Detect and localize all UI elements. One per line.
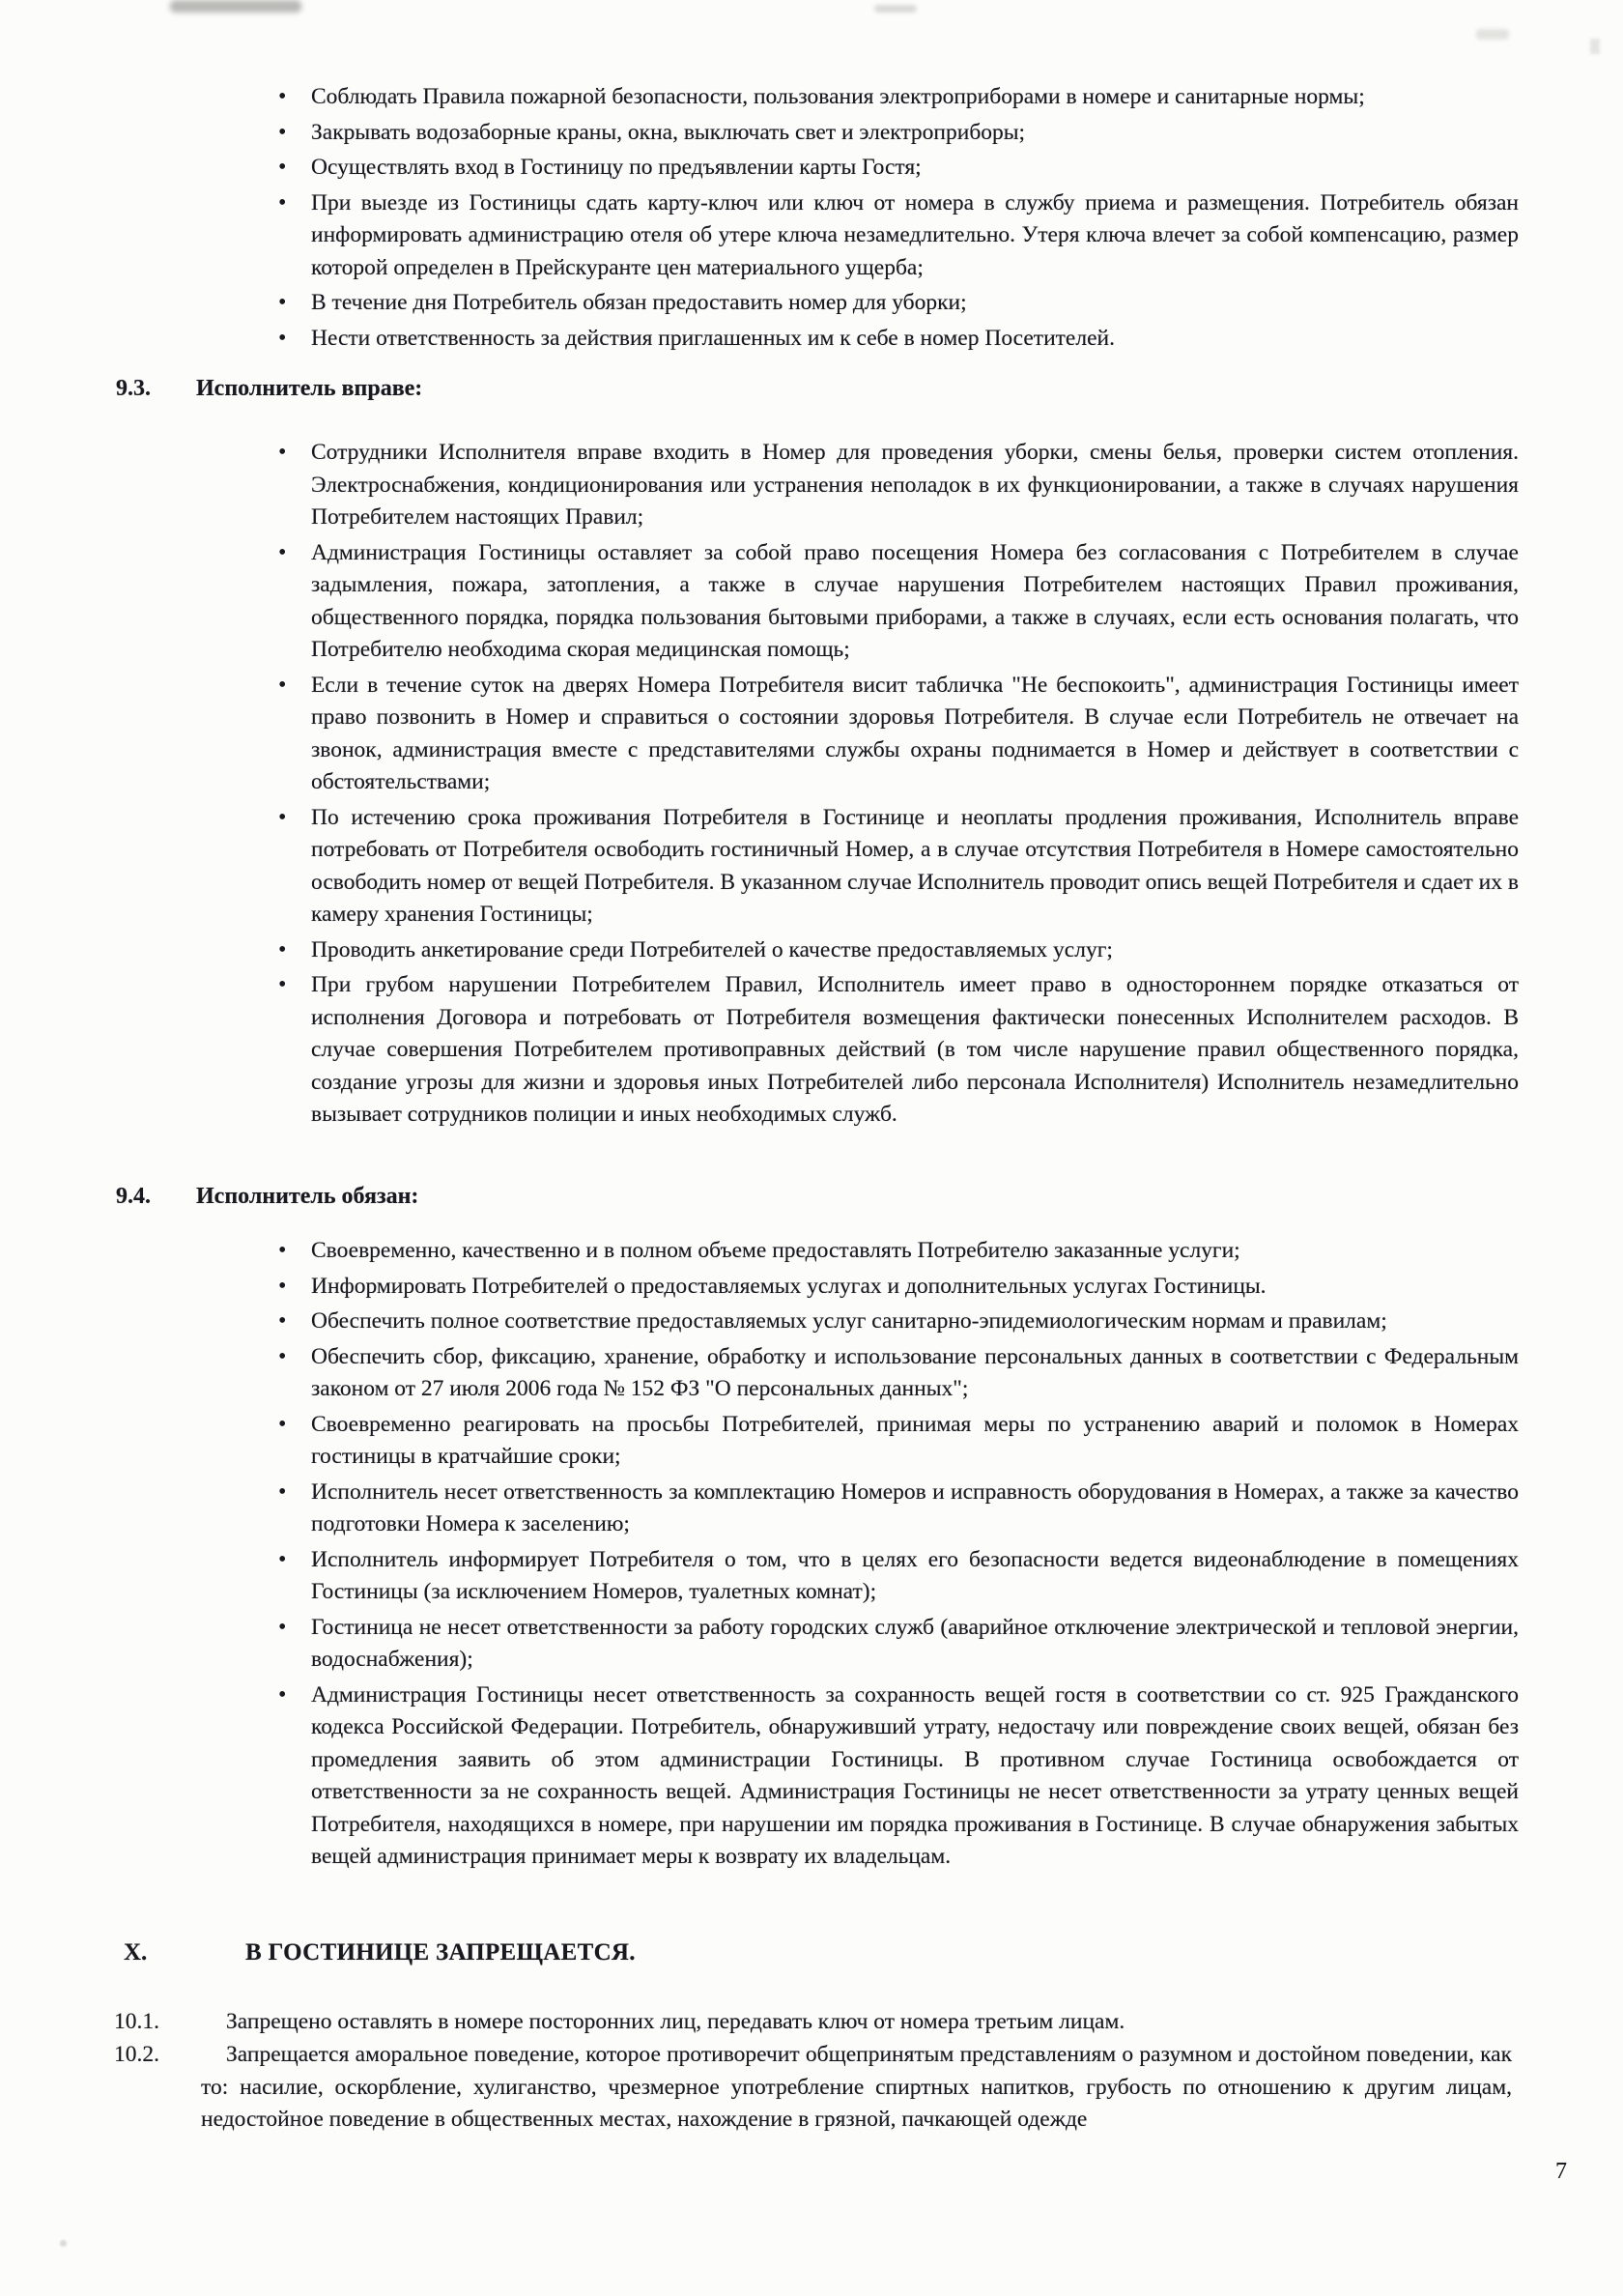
clause-number: 10.1. [114, 2009, 159, 2034]
bullet-icon: • [278, 119, 287, 145]
list-item [278, 437, 1519, 534]
bullet-icon: • [278, 539, 287, 565]
scan-artifact [170, 0, 301, 13]
list-item [278, 152, 1519, 185]
list-item [278, 1271, 1519, 1304]
scan-artifact [874, 5, 917, 13]
bullet-icon: • [278, 440, 287, 465]
bullet-icon: • [278, 84, 287, 109]
list-item [278, 670, 1519, 799]
list-item-text: Администрация Гостиницы оставляет за собой право посещения Номера без согласования с Потребителем в случае задымления, пожара, затопления, а также в случае нарушения Потребителем настоящих Правил проживания, общественного порядка, порядка пользования бытовыми приборами, а также в случаях, если есть основания полагать, что Потребителю необходима скорая медицинская помощь; [311, 539, 1519, 662]
list-item [278, 934, 1519, 967]
list-item-text: Исполнитель информирует Потребителя о том, что в целях его безопасности ведется видеонаблюдение в помещениях Гостиницы (за исключением Номеров, туалетных комнат); [311, 1546, 1519, 1604]
list-item [278, 117, 1519, 150]
list-item [278, 1679, 1519, 1874]
list-item-text: Гостиница не несет ответственности за работу городских служб (аварийное отключение электрической и тепловой энергии, водоснабжения); [311, 1614, 1519, 1672]
list-item [278, 537, 1519, 667]
list-item [278, 323, 1519, 356]
list-item-text: При выезде из Гостиницы сдать карту-ключ или ключ от номера в службу приема и размещения. Потребитель обязан информировать администрацию отеля об утере ключа незамедлительно. Утеря ключа влечет за собой компенсацию, размер которой определен в Прейскуранте цен материального ущерба; [311, 189, 1519, 280]
bullet-icon: • [278, 1681, 287, 1708]
scan-artifact [1476, 29, 1509, 40]
clause-10-1 [0, 2006, 1623, 2039]
list-item [278, 187, 1519, 285]
list-item-text: В течение дня Потребитель обязан предоставить номер для уборки; [311, 290, 967, 315]
list-item [278, 1409, 1519, 1474]
clause-text: Запрещается аморальное поведение, которое противоречит общепринятым представлениям о разумном и достойном поведении, как то: насилие, оскорбление, хулиганство, чрезмерное употребление спиртных напитков, грубость по отношению к другим лицам, недостойное поведение в общественных местах, нахождение в грязной, пачкающей одежде [201, 2042, 1512, 2132]
bullet-icon: • [278, 155, 287, 180]
page-number: 7 [1555, 2159, 1567, 2184]
section-title: В ГОСТИНИЦЕ ЗАПРЕЩАЕТСЯ. [245, 1939, 636, 1966]
bullet-icon: • [278, 325, 287, 351]
list-item [278, 1477, 1519, 1541]
section-number: X. [124, 1939, 148, 1966]
list-item [278, 969, 1519, 1132]
clause-number: 10.2. [114, 2042, 159, 2067]
executor-rights-list [278, 437, 1519, 1134]
bullet-icon: • [278, 1546, 287, 1572]
clause-text: Запрещено оставлять в номере посторонних лиц, передавать ключ от номера третьим лицам. [226, 2009, 1125, 2034]
list-item-text: Соблюдать Правила пожарной безопасности, пользования электроприборами в номере и санитарные нормы; [311, 84, 1365, 109]
list-item-text: Нести ответственность за действия приглашенных им к себе в номер Посетителей. [311, 325, 1115, 351]
list-item [278, 1306, 1519, 1338]
bullet-icon: • [278, 290, 287, 315]
list-item [278, 1544, 1519, 1609]
bullet-icon: • [278, 1273, 287, 1299]
list-item-text: Исполнитель несет ответственность за комплектацию Номеров и исправность оборудования в Номерах, а также за качество подготовки Номера к заселению; [311, 1478, 1519, 1536]
bullet-icon: • [278, 936, 287, 962]
bullet-icon: • [278, 804, 287, 830]
bullet-icon: • [278, 1308, 287, 1334]
list-item [278, 802, 1519, 932]
scan-artifact [60, 2240, 67, 2247]
list-item-text: Осуществлять вход в Гостиницу по предъявлении карты Гостя; [311, 155, 922, 180]
list-item-text: Сотрудники Исполнителя вправе входить в Номер для проведения уборки, смены белья, проверки систем отопления. Электроснабжения, кондиционирования или устранения неполадок в их функционировании, а также в случаях нарушения Потребителем настоящих Правил; [311, 440, 1519, 530]
list-item-text: Информировать Потребителей о предоставляемых услугах и дополнительных услугах Гостиницы. [311, 1273, 1267, 1299]
list-item-text: Закрывать водозаборные краны, окна, выключать свет и электроприборы; [311, 119, 1026, 145]
scan-artifact [1590, 39, 1600, 54]
section-title: Исполнитель обязан: [196, 1184, 419, 1209]
list-item-text: При грубом нарушении Потребителем Правил, Исполнитель имеет право в одностороннем порядке отказаться от исполнения Договора и потребовать от Потребителя возмещения фактически понесенных Исполнителем расходов. В случае совершения Потребителем противоправных действий (в том числе нарушение правил общественного порядка, создание угрозы для жизни и здоровья иных Потребителей либо персонала Исполнителя) Исполнитель незамедлительно вызывает сотрудников полиции и иных необходимых служб. [311, 972, 1519, 1127]
list-item [278, 287, 1519, 320]
section-number: 9.4. [116, 1184, 151, 1209]
consumer-duties-list [278, 81, 1519, 358]
list-item-text: Своевременно, качественно и в полном объеме предоставлять Потребителю заказанные услуги; [311, 1238, 1240, 1263]
clause-10-2 [0, 2039, 1623, 2137]
bullet-icon: • [278, 189, 287, 215]
bullet-icon: • [278, 672, 287, 698]
list-item [278, 1341, 1519, 1406]
list-item [278, 1612, 1519, 1677]
section-title: Исполнитель вправе: [196, 376, 423, 401]
bullet-icon: • [278, 1614, 287, 1640]
list-item-text: Обеспечить полное соответствие предоставляемых услуг санитарно-эпидемиологическим нормам и правилам; [311, 1308, 1387, 1334]
list-item-text: Проводить анкетирование среди Потребителей о качестве предоставляемых услуг; [311, 936, 1113, 962]
bullet-icon: • [278, 1478, 287, 1505]
list-item-text: Своевременно реагировать на просьбы Потребителей, принимая меры по устранению аварий и поломок в Номерах гостиницы в кратчайшие сроки; [311, 1411, 1519, 1469]
bullet-icon: • [278, 1238, 287, 1263]
list-item-text: Администрация Гостиницы несет ответственность за сохранность вещей гостя в соответствии со ст. 925 Гражданского кодекса Российской Федерации. Потребитель, обнаруживший утрату, недостачу или повреждение своих вещей, обязан без промедления заявить об этом администрации Гостиницы. В противном случае Гостиница освобождается от ответственности за не сохранность вещей. Администрация Гостиницы не несет ответственности за утрату ценных вещей Потребителя, находящихся в номере, при нарушении им порядка проживания в Гостинице. В случае обнаружения забытых вещей администрация принимает меры к возврату их владельцам. [311, 1681, 1519, 1869]
list-item [278, 81, 1519, 114]
list-item-text: По истечению срока проживания Потребителя в Гостинице и неоплаты продления проживания, Исполнитель вправе потребовать от Потребителя освободить гостиничный Номер, а в случае отсутствия Потребителя в Номере самостоятельно освободить номер от вещей Потребителя. В указанном случае Исполнитель проводит опись вещей Потребителя и сдает их в камеру хранения Гостиницы; [311, 804, 1519, 927]
bullet-icon: • [278, 1343, 287, 1369]
section-number: 9.3. [116, 376, 151, 401]
list-item [278, 1235, 1519, 1268]
bullet-icon: • [278, 972, 287, 997]
bullet-icon: • [278, 1411, 287, 1437]
executor-duties-list [278, 1235, 1519, 1877]
list-item-text: Если в течение суток на дверях Номера Потребителя висит табличка "Не беспокоить", администрация Гостиницы имеет право позвонить в Номер и справиться о состоянии здоровья Потребителя. В случае если Потребитель не отвечает на звонок, администрация вместе с представителями службы охраны поднимается в Номер и действует в соответствии с обстоятельствами; [311, 672, 1519, 794]
list-item-text: Обеспечить сбор, фиксацию, хранение, обработку и использование персональных данных в соответствии с Федеральным законом от 27 июля 2006 года № 152 ФЗ "О персональных данных"; [311, 1343, 1519, 1401]
